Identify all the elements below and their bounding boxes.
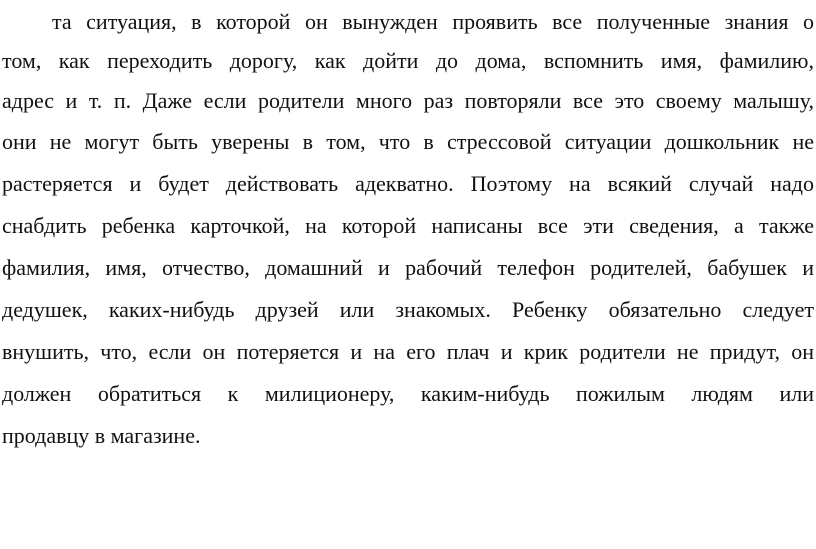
text-line-1: та ситуация, в которой он вынужден проявить все полученные знания о [52, 9, 814, 34]
text-line-5: растеряется и будет действовать адекватно. Поэтому на всякий случай надо [2, 171, 814, 196]
text-line-10: должен обратиться к милиционеру, каким-нибудь пожилым людям или [2, 381, 814, 406]
text-line-9: внушить, что, если он потеряется и на его плач и крик родители не придут, он [2, 339, 814, 364]
text-line-6: снабдить ребенка карточкой, на которой написаны все эти сведения, а также [2, 213, 814, 238]
text-line-4: они не могут быть уверены в том, что в стрессовой ситуации дошкольник не [2, 129, 814, 154]
text-line-8: дедушек, каких-нибудь друзей или знакомых. Ребенку обязательно следует [2, 297, 814, 322]
text-line-2: том, как переходить дорогу, как дойти до дома, вспомнить имя, фамилию, [2, 48, 814, 73]
text-line-11: продавцу в магазине. [2, 423, 201, 448]
text-line-3: адрес и т. п. Даже если родители много раз повторяли все это своему малышу, [2, 88, 814, 113]
text-line-7: фамилия, имя, отчество, домашний и рабочий телефон родителей, бабушек и [2, 255, 814, 280]
